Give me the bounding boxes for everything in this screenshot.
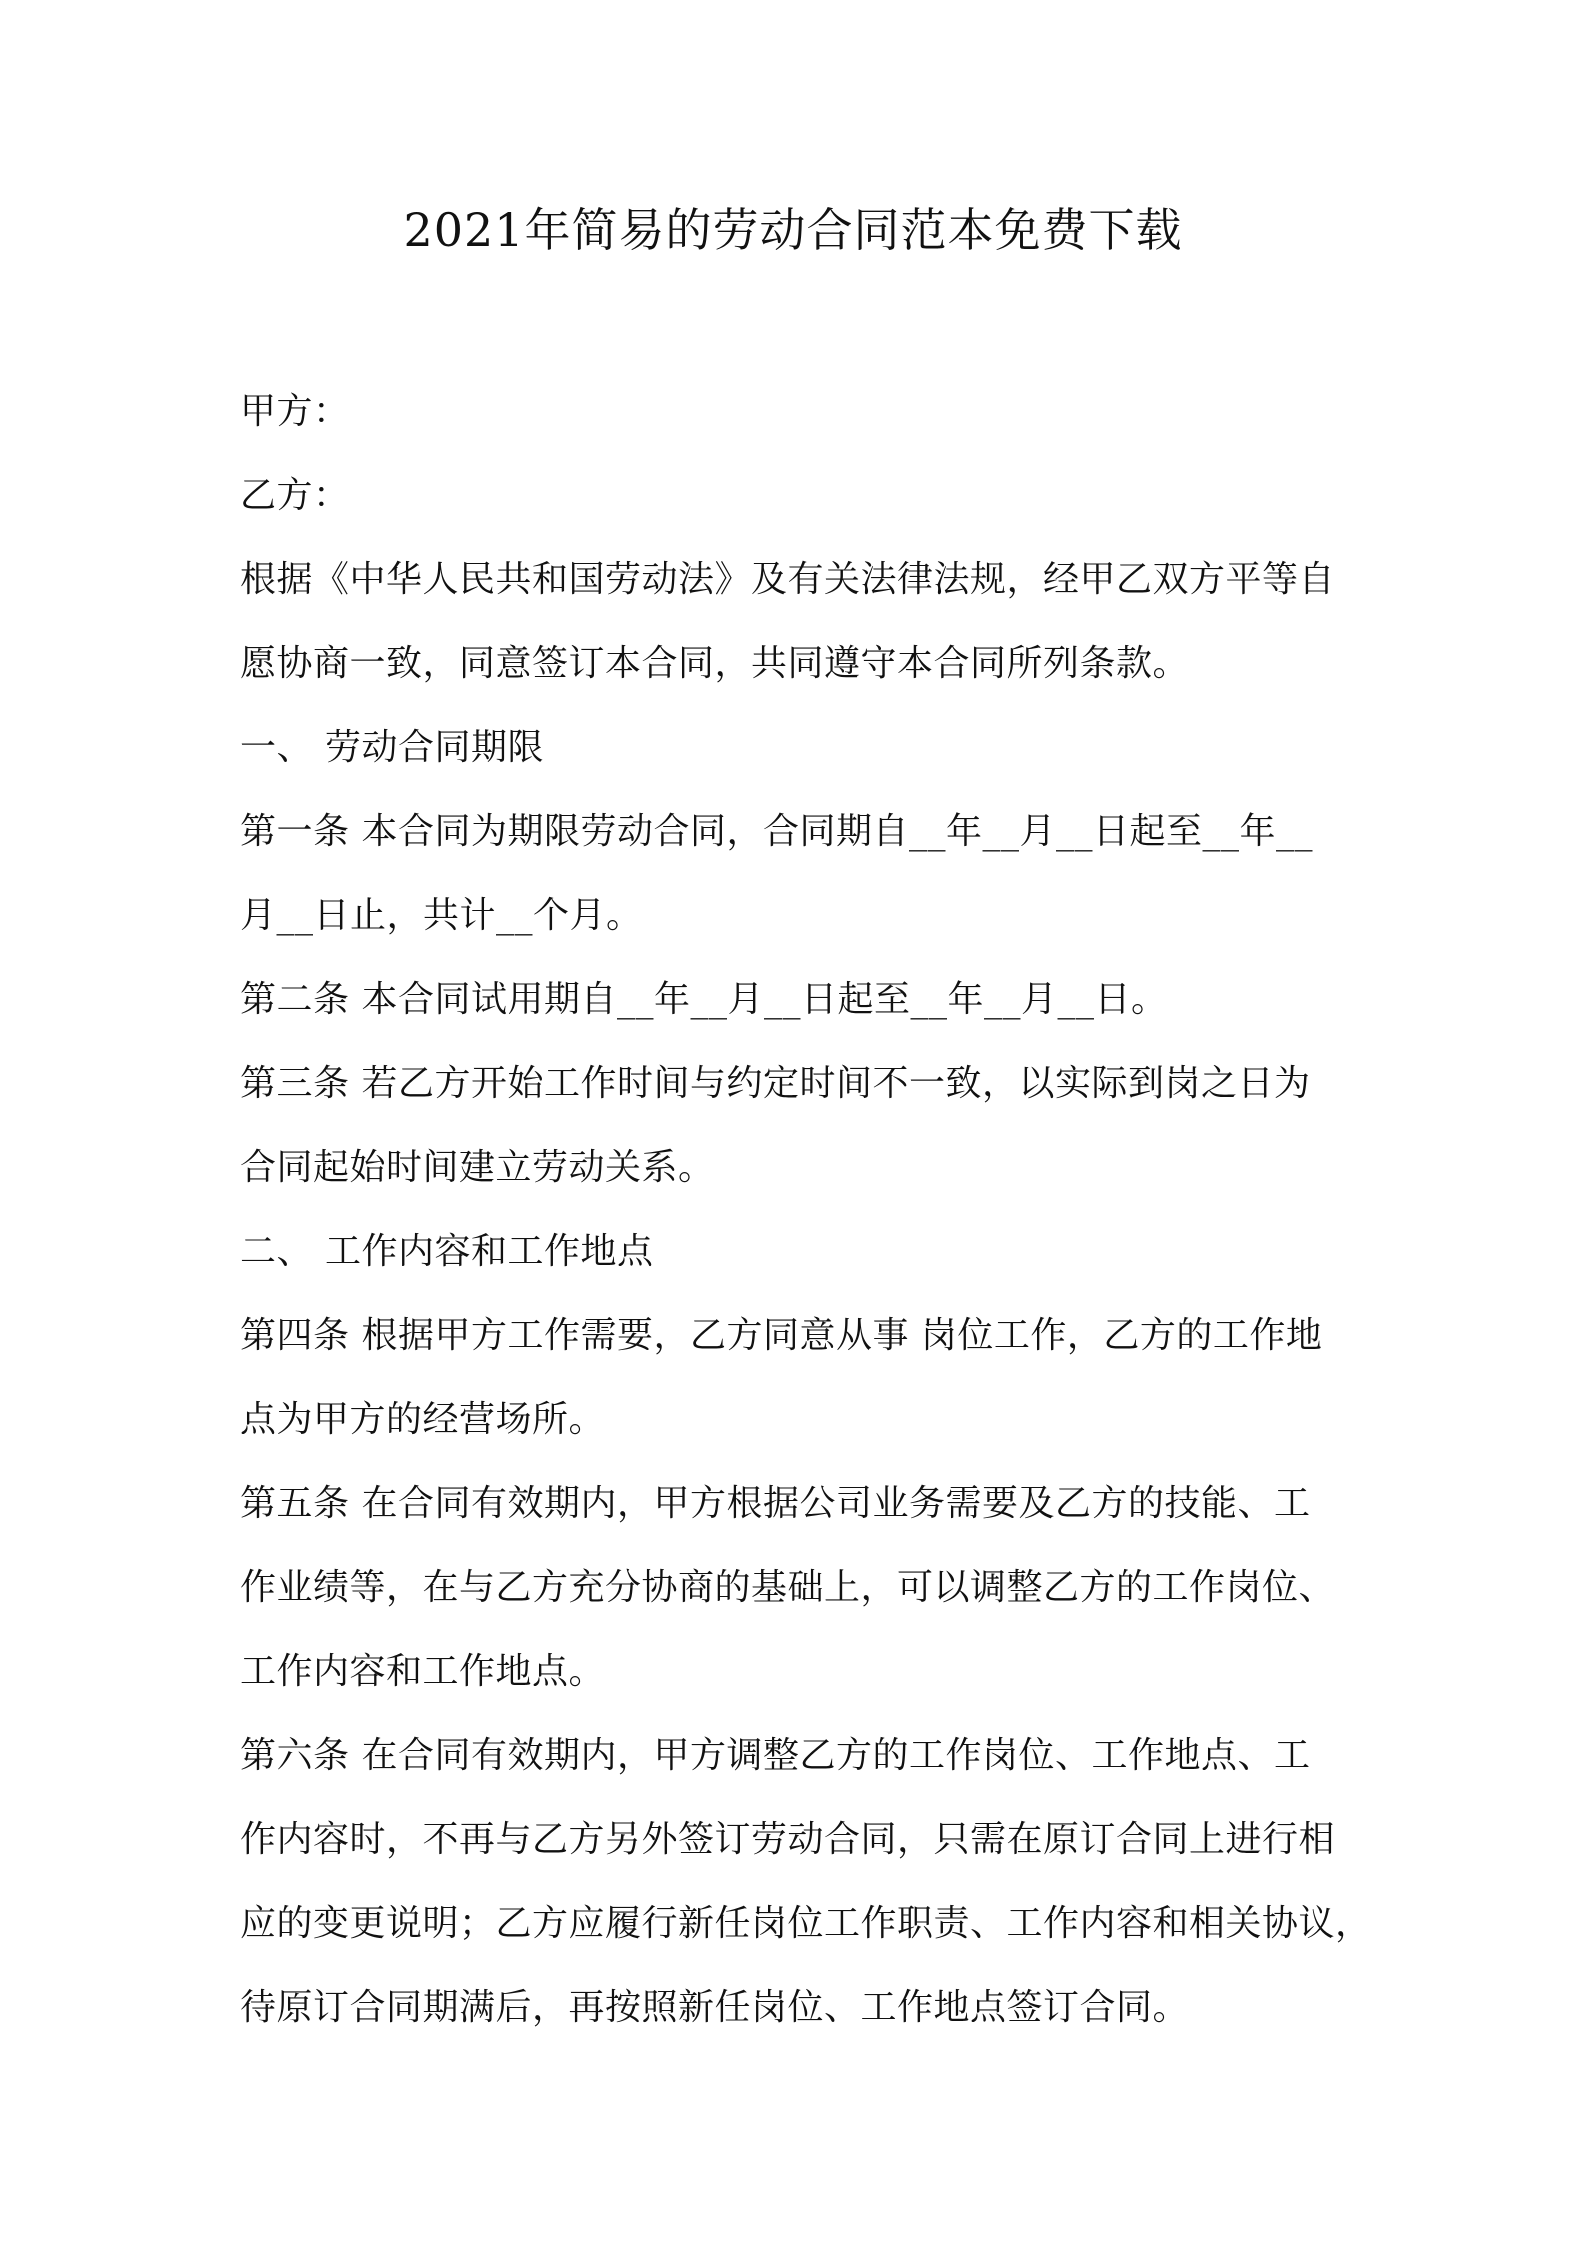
article-line: 作业绩等，在与乙方充分协商的基础上，可以调整乙方的工作岗位、 — [240, 1567, 1336, 1608]
article-line: 月__日止，共计__个月。 — [240, 895, 643, 936]
document-body — [240, 370, 1372, 2050]
article-line: 第四条 根据甲方工作需要，乙方同意从事 岗位工作，乙方的工作地 — [240, 1315, 1323, 1356]
party-a-line: 甲方： — [240, 391, 350, 432]
article-line: 待原订合同期满后，再按照新任岗位、工作地点签订合同。 — [240, 1987, 1190, 2028]
article-line: 第三条 若乙方开始工作时间与约定时间不一致，以实际到岗之日为 — [240, 1063, 1311, 1104]
section-heading: 一、 劳动合同期限 — [240, 727, 544, 768]
article-line: 第六条 在合同有效期内，甲方调整乙方的工作岗位、工作地点、工 — [240, 1735, 1311, 1776]
article-line: 第五条 在合同有效期内，甲方根据公司业务需要及乙方的技能、工 — [240, 1483, 1311, 1524]
article-line: 应的变更说明；乙方应履行新任岗位工作职责、工作内容和相关协议， — [240, 1903, 1372, 1944]
preamble-line: 愿协商一致，同意签订本合同，共同遵守本合同所列条款。 — [240, 643, 1190, 684]
preamble-line: 根据《中华人民共和国劳动法》及有关法律法规，经甲乙双方平等自 — [240, 559, 1336, 600]
document-title: 2021年简易的劳动合同范本免费下载 — [403, 203, 1183, 257]
section-heading: 二、 工作内容和工作地点 — [240, 1231, 654, 1272]
article-line: 点为甲方的经营场所。 — [240, 1399, 606, 1440]
article-line: 作内容时，不再与乙方另外签订劳动合同，只需在原订合同上进行相 — [240, 1819, 1336, 1860]
article-line: 第一条 本合同为期限劳动合同，合同期自__年__月__日起至__年__ — [240, 811, 1313, 852]
party-b-line: 乙方： — [240, 475, 350, 516]
article-line: 第二条 本合同试用期自__年__月__日起至__年__月__日。 — [240, 979, 1168, 1020]
article-line: 合同起始时间建立劳动关系。 — [240, 1147, 715, 1188]
article-line: 工作内容和工作地点。 — [240, 1651, 606, 1692]
